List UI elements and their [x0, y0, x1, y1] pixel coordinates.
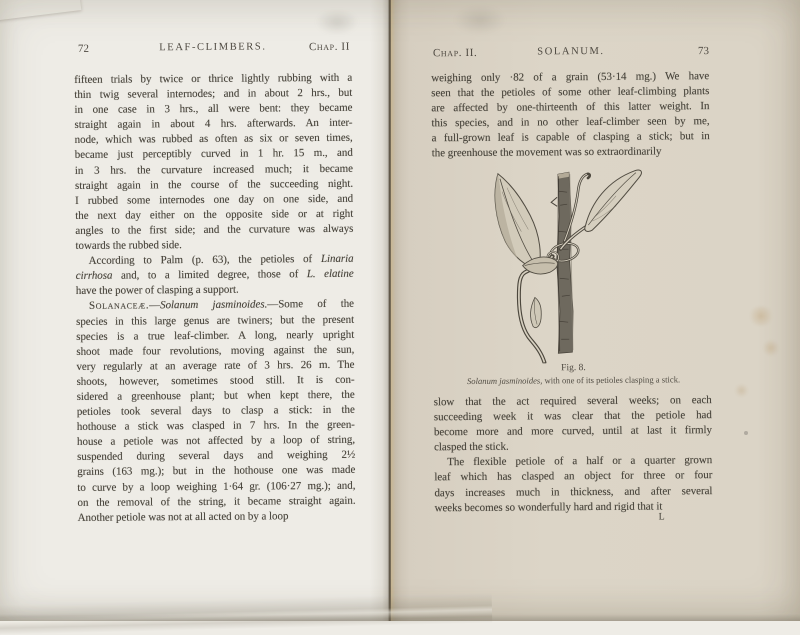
text-line: house a petiole was not affected by a loop of string,	[76, 433, 356, 449]
text-line: the next day either on the opposite side or at right	[75, 207, 354, 222]
text-line: succeeding week it was clear that the petiole had	[433, 409, 712, 424]
page-number-right: 73	[697, 45, 710, 58]
text-line: species is a true leaf-climber. A long, nearly upright	[76, 328, 355, 343]
text-line: grains (163 mg.); but in the hothouse one was made	[77, 464, 356, 479]
text-line: Solanum jasminoides, with one of its petioles clasping a stick.	[466, 374, 681, 387]
text-line: node, which was rubbed as often as six or seven times,	[74, 132, 353, 147]
left-page-body	[74, 71, 356, 526]
left-page-header	[74, 41, 352, 59]
page-right	[389, 0, 800, 621]
left-leaf	[495, 173, 540, 269]
page-number-left: 72	[77, 42, 89, 55]
right-leaf	[584, 170, 642, 231]
text-line: Another petiole was not at all acted on by a loop	[77, 509, 289, 524]
text-line: weeks becomes so wonderfully hard and rigid that it	[434, 500, 663, 514]
text-line: According to Palm (p. 63), the petioles of Linaria	[88, 252, 354, 267]
right-page-header	[433, 45, 709, 63]
italic-text: Solanum jasminoides.	[160, 298, 268, 312]
text-line: angles to the first side; and the curvature was always	[75, 222, 354, 237]
text-line: towards the rubbed side.	[75, 239, 182, 252]
text-line: a full-grown leaf is capable of clasping a stick; but in	[431, 130, 710, 145]
signature-mark: L	[658, 511, 665, 523]
text-line: thin twig several internodes; and in about 2 hrs., but	[74, 86, 353, 102]
text-line: became just perceptibly curved in 1 hr. 15 m., and	[74, 147, 353, 162]
paper-speck	[744, 431, 748, 435]
text-line: I rubbed some internodes one day on one side, and	[75, 192, 354, 207]
right-page-upper-body	[431, 69, 710, 162]
text-line: clasped the stick.	[434, 440, 509, 454]
text-line: sidered a greenhouse plant; but when kept there, the	[76, 388, 355, 403]
text-line: on the removal of the string, it became straight again.	[77, 494, 356, 509]
text-line: cirrhosa and, to a limited degree, those of L. elatine	[75, 267, 354, 283]
text-line: to curve by a loop weighing 1·64 gr. (106·27 mg.); and,	[77, 479, 356, 494]
solanum-engraving	[488, 160, 660, 363]
text-line: straight again in the course of the succeeding night.	[74, 177, 354, 192]
text-line: leaf which has clasped an object for three or four	[434, 469, 713, 484]
text-line: seen that the petioles of some other leaf-climbing plants	[431, 85, 710, 100]
text-line: weighing only ·82 of a grain (53·14 mg.) We have	[431, 70, 710, 85]
text-line: Solanaceæ.—Solanum jasminoides.—Some of the	[88, 298, 355, 313]
text-line: the greenhouse the movement was so extraordinarily	[431, 145, 662, 160]
text-line: The flexible petiole of a half or a quarter grown	[447, 454, 713, 469]
text-line: fifteen trials by twice or thrice lightly rubbing with a	[74, 71, 353, 86]
text-line: straight again in about 4 hrs. afterwards. An inter-	[74, 117, 353, 132]
italic-text: Solanum jasminoides,	[466, 375, 543, 387]
figure-illustration	[488, 160, 660, 363]
text-line: hothouse a stick was clasped in 7 hrs. In the green-	[76, 418, 355, 434]
text-line: shoots, however, sometimes stood still. It is con-	[76, 373, 355, 388]
text-line: days increases much in thickness, and after several	[434, 484, 713, 499]
italic-text: L. elatine	[306, 267, 354, 281]
right-page-lower-body	[434, 393, 713, 516]
chapter-head-right: Chap. II.	[432, 46, 478, 60]
text-line: in one case in 3 hrs., all were bent: they became	[74, 101, 353, 117]
page-left-content	[0, 0, 391, 623]
text-line: become more and more curved, until at last it firmly	[433, 424, 712, 439]
bud-leaf	[530, 297, 541, 327]
text-line: petioles took several days to clasp a stick: in the	[76, 403, 355, 418]
text-line: shoot made four revolutions, moving against the sun,	[76, 343, 355, 358]
text-line: suspended during several days and weighing 2½	[77, 449, 356, 464]
text-line: species in this large genus are twiners; but the present	[76, 313, 355, 328]
text-line: very regularly at an average rate of 3 hrs. 26 m. The	[76, 358, 355, 373]
figure-caption	[420, 374, 728, 386]
page-left	[0, 0, 389, 621]
running-head-left: LEAF-CLIMBERS.	[159, 41, 267, 54]
text-line: are affected by one-thirteenth of this latter weight. In	[431, 100, 710, 115]
chapter-head-left: Chap. II	[308, 40, 350, 54]
text-line: have the power of clasping a support.	[75, 283, 239, 298]
page-right-content	[387, 0, 800, 623]
italic-text: cirrhosa	[75, 269, 113, 283]
text-line: in 3 hrs. the curvature increased much; it became	[74, 162, 353, 177]
italic-text: Linaria	[320, 252, 354, 266]
figure-number: Fig. 8.	[561, 363, 586, 374]
smallcaps-text: Solanaceæ.	[88, 299, 150, 313]
running-head-right: SOLANUM.	[537, 45, 605, 58]
text-line: this species, and in no other leaf-climber seen by me,	[431, 115, 710, 130]
text-line: slow that the act required several weeks; on each	[433, 394, 712, 409]
